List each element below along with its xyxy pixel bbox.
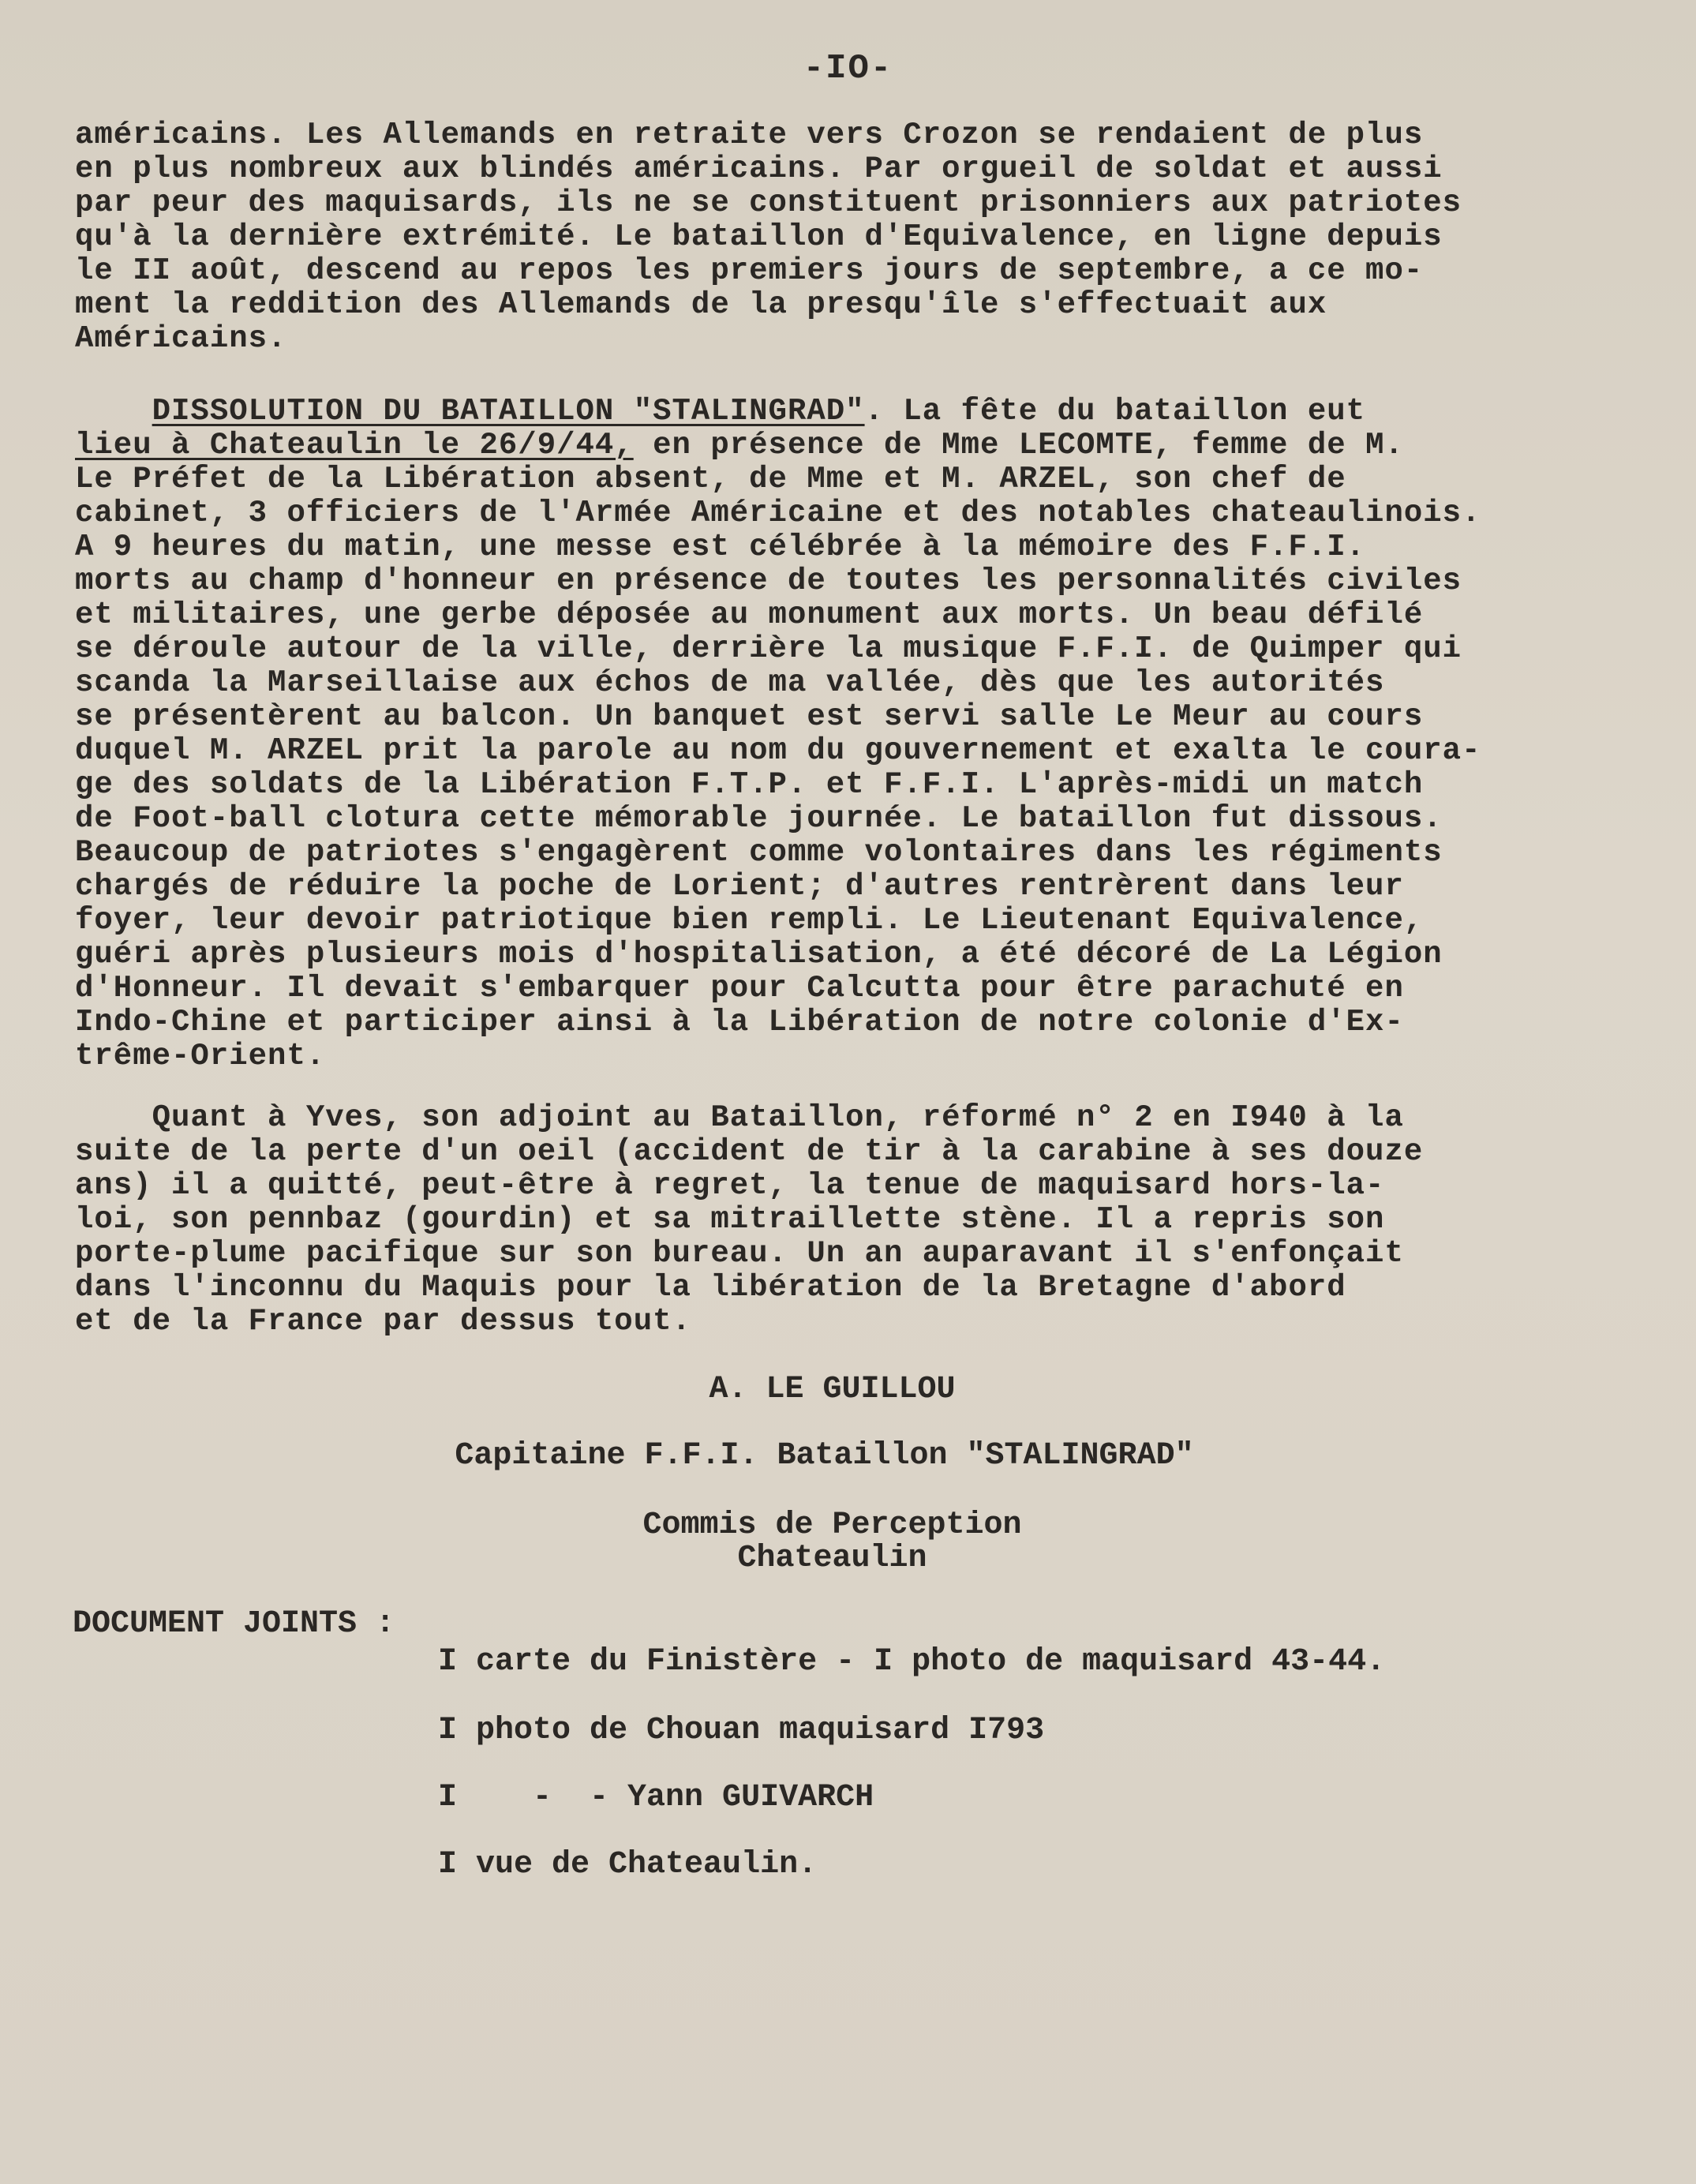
paragraph-3 [75, 1101, 1661, 1339]
text-line: par peur des maquisards, ils ne se constituent prisonniers aux patriotes [75, 185, 1462, 220]
signature-town: Chateaulin [737, 1541, 927, 1576]
text-line: Quant à Yves, son adjoint au Bataillon, réformé n° 2 en I940 à la [75, 1100, 1404, 1135]
text-line: américains. Les Allemands en retraite vers Crozon se rendaient de plus [75, 118, 1424, 152]
signature-office: Commis de Perception [642, 1508, 1022, 1543]
text-line: suite de la perte d'un oeil (accident de tir à la carabine à ses douze [75, 1134, 1424, 1169]
attachment-item: I carte du Finistère - I photo de maquisard 43-44. [438, 1644, 1386, 1680]
attachment-item: I - - Yann GUIVARCH [438, 1780, 874, 1815]
text-line: guéri après plusieurs mois d'hospitalisation, a été décoré de La Légion [75, 937, 1443, 972]
text-line: ge des soldats de la Libération F.T.P. et F.F.I. L'après-midi un match [75, 767, 1424, 802]
text-line: trême-Orient. [75, 1039, 326, 1073]
signature-name: A. LE GUILLOU [709, 1372, 956, 1407]
text-segment: . La fête du bataillon eut [864, 394, 1366, 429]
text-line: Indo-Chine et participer ainsi à la Libération de notre colonie d'Ex- [75, 1005, 1404, 1040]
page-number: -IO- [803, 49, 893, 88]
text-line: Beaucoup de patriotes s'engagèrent comme volontaires dans les régiments [75, 835, 1443, 870]
paragraph-2 [75, 395, 1661, 1073]
text-line: et militaires, une gerbe déposée au monument aux morts. Un beau défilé [75, 598, 1424, 632]
text-line: en plus nombreux aux blindés américains. Par orgueil de soldat et aussi [75, 152, 1443, 186]
text-line [75, 395, 1661, 429]
text-line: Américains. [75, 321, 287, 356]
paragraph-1 [75, 118, 1661, 356]
attachment-item: I photo de Chouan maquisard I793 [438, 1713, 1045, 1748]
text-line: d'Honneur. Il devait s'embarquer pour Calcutta pour être parachuté en [75, 971, 1404, 1006]
text-line: ment la reddition des Allemands de la presqu'île s'effectuait aux [75, 287, 1327, 322]
text-line: duquel M. ARZEL prit la parole au nom du gouvernement et exalta le coura- [75, 733, 1481, 768]
attachments-label: DOCUMENT JOINTS : [73, 1606, 395, 1642]
text-line: loi, son pennbaz (gourdin) et sa mitraillette stène. Il a repris son [75, 1202, 1385, 1237]
text-line: morts au champ d'honneur en présence de toutes les personnalités civiles [75, 564, 1462, 598]
text-line: qu'à la dernière extrémité. Le bataillon d'Equivalence, en ligne depuis [75, 219, 1443, 254]
text-line: foyer, leur devoir patriotique bien rempli. Le Lieutenant Equivalence, [75, 903, 1424, 938]
underlined-date: lieu à Chateaulin le 26/9/44, [75, 428, 634, 463]
text-line: chargés de réduire la poche de Lorient; d'autres rentrèrent dans leur [75, 869, 1404, 904]
signature-rank: Capitaine F.F.I. Bataillon "STALINGRAD" [455, 1438, 1194, 1474]
text-segment: en présence de Mme LECOMTE, femme de M. [633, 428, 1404, 463]
text-line: dans l'inconnu du Maquis pour la libération de la Bretagne d'abord [75, 1270, 1346, 1305]
text-line: cabinet, 3 officiers de l'Armée Américaine et des notables chateaulinois. [75, 496, 1481, 530]
text-line: ans) il a quitté, peut-être à regret, la tenue de maquisard hors-la- [75, 1168, 1385, 1203]
text-line: le II août, descend au repos les premiers jours de septembre, a ce mo- [75, 253, 1424, 288]
text-line: scanda la Marseillaise aux échos de ma vallée, dès que les autorités [75, 665, 1385, 700]
text-line: de Foot-ball clotura cette mémorable journée. Le bataillon fut dissous. [75, 801, 1443, 836]
text-line: se déroule autour de la ville, derrière la musique F.F.I. de Quimper qui [75, 631, 1462, 666]
attachment-item: I vue de Chateaulin. [438, 1847, 818, 1882]
text-line: Le Préfet de la Libération absent, de Mme et M. ARZEL, son chef de [75, 462, 1346, 496]
text-line: et de la France par dessus tout. [75, 1304, 691, 1339]
text-line [75, 429, 1661, 463]
text-line: porte-plume pacifique sur son bureau. Un an auparavant il s'enfonçait [75, 1236, 1404, 1271]
section-heading: DISSOLUTION DU BATAILLON "STALINGRAD" [152, 394, 865, 429]
text-line: A 9 heures du matin, une messe est célébrée à la mémoire des F.F.I. [75, 530, 1366, 564]
text-line: se présentèrent au balcon. Un banquet est servi salle Le Meur au cours [75, 699, 1424, 734]
